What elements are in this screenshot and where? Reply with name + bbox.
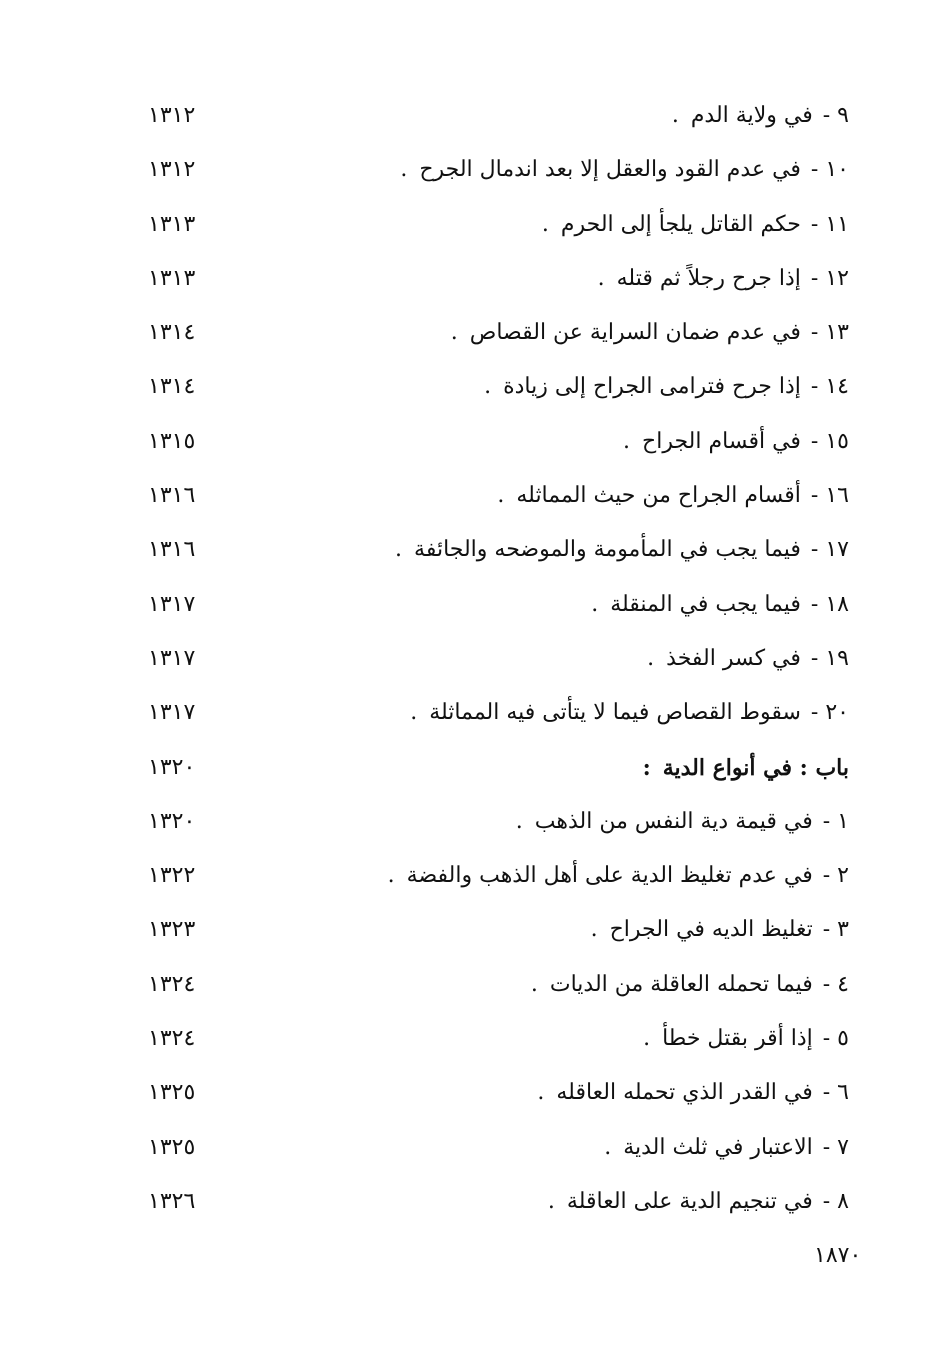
toc-entry xyxy=(0,1122,941,1176)
toc-entry-title: في عدم تغليظ الدية على أهل الذهب والفضة xyxy=(406,863,813,889)
toc-entry-text xyxy=(531,965,849,1005)
toc-entry xyxy=(0,1067,941,1121)
toc-entry-page: ١٣١٣ xyxy=(148,211,196,237)
toc-entry-number: ٧ - xyxy=(822,1134,849,1160)
toc-entry-number: ١ - xyxy=(822,808,849,834)
toc-entry-number: ١٩ - xyxy=(810,645,849,671)
toc-entry-text xyxy=(388,856,849,896)
toc-entry-page: ١٣٢٥ xyxy=(148,1134,196,1160)
toc-entry-page: ١٣١٤ xyxy=(148,374,196,400)
toc-entry-title: تغليظ الديه في الجراح xyxy=(609,917,813,943)
toc-entry-number: ١٦ - xyxy=(810,483,849,509)
toc-entry-end-mark: . xyxy=(541,211,549,237)
toc-entry-text xyxy=(604,1128,849,1168)
toc-entry-page: ١٣٢٢ xyxy=(148,863,196,889)
toc-entry-page: ١٣١٢ xyxy=(148,157,196,183)
toc-entry-number: ٣ - xyxy=(822,917,849,943)
toc-entry xyxy=(0,1176,941,1230)
toc-entry-number: ١٣ - xyxy=(810,320,849,346)
toc-entry-end-mark: . xyxy=(410,700,418,726)
toc-entry-end-mark: . xyxy=(597,265,605,291)
toc-entry-page: ١٣١٤ xyxy=(148,320,196,346)
toc-entry-text xyxy=(591,585,849,625)
toc-entry-text xyxy=(410,693,849,733)
toc-entry-page: ١٣٢٥ xyxy=(148,1080,196,1106)
toc-entry xyxy=(0,1013,941,1067)
toc-entry-page: ١٣٢٤ xyxy=(148,971,196,997)
toc-entry-text xyxy=(647,639,849,679)
toc-entry-text xyxy=(484,367,849,407)
toc-entry-title: إذا أقر بقتل خطأ xyxy=(662,1026,813,1052)
toc-entry xyxy=(0,470,941,524)
toc-entry-page: ١٣٢٤ xyxy=(148,1026,196,1052)
page-number: ١٨٧٠ xyxy=(814,1243,862,1268)
toc-entry-title: في ولاية الدم xyxy=(690,103,813,128)
toc-entry-title: في تنجيم الدية على العاقلة xyxy=(566,1188,813,1214)
toc-entry xyxy=(0,850,941,904)
toc-entry-end-mark: . xyxy=(530,971,538,997)
toc-entry-page: ١٣١٦ xyxy=(148,483,196,509)
toc-entry xyxy=(0,904,941,958)
toc-entry-page: ١٣١٦ xyxy=(148,537,196,563)
toc-entry-number: ٨ - xyxy=(822,1188,849,1214)
toc-entry-title: في عدم القود والعقل إلا بعد اندمال الجرح xyxy=(419,157,801,183)
toc-entry-title: سقوط القصاص فيما لا يتأتى فيه المماثلة xyxy=(429,700,801,726)
toc-entry-text xyxy=(451,313,849,353)
toc-entry-page: ١٣٢٦ xyxy=(148,1188,196,1214)
toc-entry-number: ١٨ - xyxy=(810,591,849,617)
toc-entry-text xyxy=(497,476,849,516)
toc-entry-number: ٦ - xyxy=(822,1080,849,1106)
toc-entry-text xyxy=(643,748,849,788)
toc-entry-number: ١٠ - xyxy=(810,157,849,183)
table-of-contents xyxy=(0,90,941,1230)
toc-entry-end-mark: . xyxy=(515,808,523,834)
toc-entry-title: حكم القاتل يلجأ إلى الحرم xyxy=(560,211,801,237)
toc-entry-end-mark: . xyxy=(387,863,395,889)
toc-entry-title: في عدم ضمان السراية عن القصاص xyxy=(469,320,801,346)
toc-entry-number: ٢ - xyxy=(822,863,849,889)
toc-entry xyxy=(0,687,941,741)
toc-entry xyxy=(0,524,941,578)
toc-entry-end-mark: . xyxy=(643,1026,651,1052)
toc-entry-end-mark: . xyxy=(537,1080,545,1106)
toc-entry-title: باب : في أنواع الدية xyxy=(662,754,849,781)
toc-entry-number: ٥ - xyxy=(822,1026,849,1052)
toc-entry-page: ١٣١٣ xyxy=(148,265,196,291)
toc-entry-end-mark: . xyxy=(547,1188,555,1214)
toc-entry xyxy=(0,199,941,253)
toc-entry-page: ١٣١٥ xyxy=(148,428,196,454)
toc-entry-end-mark: . xyxy=(484,374,492,400)
toc-entry-text xyxy=(598,259,849,299)
toc-entry-number: ١١ - xyxy=(810,211,849,237)
toc-entry-number: ٤ - xyxy=(822,971,849,997)
toc-section-heading xyxy=(0,742,941,796)
toc-entry-end-mark: . xyxy=(591,591,599,617)
toc-entry-end-mark: . xyxy=(623,428,631,454)
toc-entry-title: فيما يجب في المأمومة والموضحه والجائفة xyxy=(414,537,801,563)
toc-entry-number: ٩ - xyxy=(822,103,849,128)
toc-entry-number: ١٥ - xyxy=(810,428,849,454)
toc-entry-title: فيما يجب في المنقلة xyxy=(610,591,801,617)
toc-entry-page: ١٣١٧ xyxy=(148,700,196,726)
toc-entry-text xyxy=(623,422,849,462)
toc-entry-end-mark: : xyxy=(642,754,651,781)
toc-entry-number: ٢٠ - xyxy=(810,700,849,726)
toc-entry-number: ١٢ - xyxy=(810,265,849,291)
toc-entry-text xyxy=(672,96,849,136)
toc-entry xyxy=(0,796,941,850)
toc-entry-end-mark: . xyxy=(450,320,458,346)
toc-entry xyxy=(0,633,941,687)
toc-entry-title: إذا جرح رجلاً ثم قتله xyxy=(616,265,801,291)
toc-entry-title: في كسر الفخذ xyxy=(666,645,801,671)
toc-entry-page: ١٣١٧ xyxy=(148,645,196,671)
toc-entry-end-mark: . xyxy=(497,483,505,509)
toc-entry-title: أقسام الجراح من حيث المماثله xyxy=(516,483,801,509)
toc-entry-end-mark: . xyxy=(671,103,679,128)
toc-entry-text xyxy=(395,530,849,570)
toc-entry xyxy=(0,416,941,470)
toc-entry-title: فيما تحمله العاقلة من الديات xyxy=(549,971,813,997)
toc-entry-title: في قيمة دية النفس من الذهب xyxy=(534,808,813,834)
toc-entry xyxy=(0,579,941,633)
toc-entry-text xyxy=(548,1182,849,1222)
toc-entry-end-mark: . xyxy=(604,1134,612,1160)
toc-entry xyxy=(0,253,941,307)
toc-entry xyxy=(0,144,941,198)
toc-entry xyxy=(0,361,941,415)
toc-entry-title: الاعتبار في ثلث الدية xyxy=(623,1134,813,1160)
toc-entry-page: ١٣٢٣ xyxy=(148,917,196,943)
toc-entry-text xyxy=(516,802,849,842)
toc-entry-text xyxy=(400,150,849,190)
toc-entry-page: ١٣١٧ xyxy=(148,591,196,617)
toc-entry-page: ١٣٢٠ xyxy=(148,754,196,780)
toc-entry-number: ١٧ - xyxy=(810,537,849,563)
toc-entry-title: في القدر الذي تحمله العاقله xyxy=(556,1080,813,1106)
toc-entry-end-mark: . xyxy=(400,157,408,183)
toc-entry-text xyxy=(537,1073,849,1113)
toc-entry-text xyxy=(591,910,849,950)
toc-entry-page: ١٣١٢ xyxy=(148,103,196,128)
toc-entry-page: ١٣٢٠ xyxy=(148,808,196,834)
toc-entry-end-mark: . xyxy=(590,917,598,943)
toc-entry xyxy=(0,307,941,361)
toc-entry xyxy=(0,959,941,1013)
toc-entry-number: ١٤ - xyxy=(810,374,849,400)
toc-entry-title: إذا جرح فترامى الجراح إلى زيادة xyxy=(503,374,801,400)
toc-entry-title: في أقسام الجراح xyxy=(642,428,801,454)
toc-entry-text xyxy=(542,205,849,245)
toc-entry xyxy=(0,90,941,144)
toc-entry-end-mark: . xyxy=(395,537,403,563)
toc-entry-text xyxy=(643,1019,849,1059)
toc-entry-end-mark: . xyxy=(647,645,655,671)
